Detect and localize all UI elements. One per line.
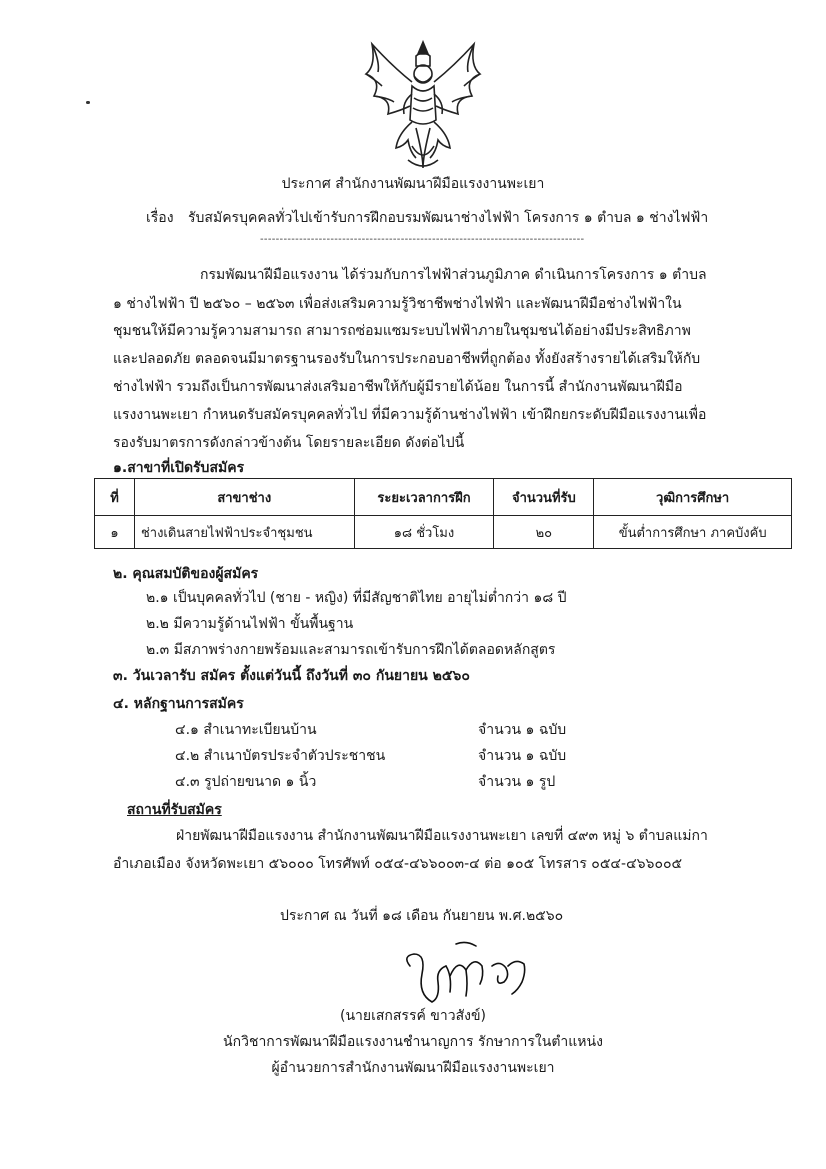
signer-position: ผู้อำนวยการสำนักงานพัฒนาฝีมือแรงงานพะเยา xyxy=(271,1060,555,1076)
section1-heading: ๑.สาขาที่เปิดรับสมัคร xyxy=(113,460,245,476)
qualification-item: ๒.๒ มีความรู้ด้านไฟฟ้า ขั้นพื้นฐาน xyxy=(146,616,354,632)
location-line: ฝ่ายพัฒนาฝีมือแรงงาน สำนักงานพัฒนาฝีมือแรงงานพะเยา เลขที่ ๔๙๓ หมู่ ๖ ตำบลแม่กา xyxy=(176,828,708,844)
header-cell-no: ที่ xyxy=(95,479,135,516)
header-cell-quota: จำนวนที่รับ xyxy=(494,479,594,516)
document-item-name: ๔.๑ สำเนาทะเบียนบ้าน xyxy=(175,722,317,738)
location-heading: สถานที่รับสมัคร xyxy=(127,802,222,818)
section3-heading: ๓. วันเวลารับ สมัคร ตั้งแต่วันนี้ ถึงวันที่ ๓๐ กันยายน ๒๕๖๐ xyxy=(113,668,470,684)
table-row xyxy=(95,516,792,549)
subject-line xyxy=(146,208,708,228)
paragraph-line: รองรับมาตรการดังกล่าวข้างต้น โดยรายละเอียด ดังต่อไปนี้ xyxy=(113,435,465,451)
paragraph-line: และปลอดภัย ตลอดจนมีมาตรฐานรองรับในการประกอบอาชีพที่ถูกต้อง ทั้งยังสร้างรายได้เสริมให้กับ xyxy=(113,351,701,367)
cell-quota: ๒๐ xyxy=(494,516,594,549)
document-item-name: ๔.๒ สำเนาบัตรประจำตัวประชาชน xyxy=(175,748,386,764)
paragraph-line: ๑ ช่างไฟฟ้า ปี ๒๕๖๐ – ๒๕๖๓ เพื่อส่งเสริมความรู้วิชาชีพช่างไฟฟ้า และพัฒนาฝีมือช่างไฟฟ้าใน xyxy=(113,296,682,312)
speck-mark xyxy=(86,101,90,104)
subject-text: รับสมัครบุคคลทั่วไปเข้ารับการฝึกอบรมพัฒนาช่างไฟฟ้า โครงการ ๑ ตำบล ๑ ช่างไฟฟ้า xyxy=(188,210,709,226)
document-item-qty: จำนวน ๑ รูป xyxy=(478,774,556,790)
qualification-item: ๒.๓ มีสภาพร่างกายพร้อมและสามารถเข้ารับการฝึกได้ตลอดหลักสูตร xyxy=(146,642,556,658)
header-cell-branch: สาขาช่าง xyxy=(134,479,354,516)
section2-heading: ๒. คุณสมบัติของผู้สมัคร xyxy=(113,566,259,582)
header-cell-education: วุฒิการศึกษา xyxy=(594,479,792,516)
divider-line: ----------------------------------------------------------------------------------- xyxy=(260,234,585,245)
cell-duration: ๑๘ ชั่วโมง xyxy=(354,516,494,549)
signer-position: นักวิชาการพัฒนาฝีมือแรงงานชำนาญการ รักษาการในตำแหน่ง xyxy=(223,1034,603,1050)
cell-education: ขั้นต่ำการศึกษา ภาคบังคับ xyxy=(594,516,792,549)
paragraph-line: ช่างไฟฟ้า รวมถึงเป็นการพัฒนาส่งเสริมอาชีพให้กับผู้มีรายได้น้อย ในการนี้ สำนักงานพัฒนาฝีมือ xyxy=(113,379,683,395)
garuda-emblem-icon xyxy=(352,36,494,176)
qualification-item: ๒.๑ เป็นบุคคลทั่วไป (ชาย - หญิง) ที่มีสัญชาติไทย อายุไม่ต่ำกว่า ๑๘ ปี xyxy=(146,590,567,606)
document-item-qty: จำนวน ๑ ฉบับ xyxy=(478,722,567,738)
document-item-name: ๔.๓ รูปถ่ายขนาด ๑ นิ้ว xyxy=(175,774,317,790)
cell-branch: ช่างเดินสายไฟฟ้าประจำชุมชน xyxy=(134,516,354,549)
branch-table xyxy=(94,478,792,549)
subject-label: เรื่อง xyxy=(146,210,174,226)
announcement-title: ประกาศ สำนักงานพัฒนาฝีมือแรงงานพะเยา xyxy=(281,176,545,192)
handwritten-signature xyxy=(396,936,546,1010)
announcement-date: ประกาศ ณ วันที่ ๑๘ เดือน กันยายน พ.ศ.๒๕๖๐ xyxy=(280,908,564,924)
signer-name: (นายเสกสรรค์ ขาวสังข์) xyxy=(339,1008,486,1024)
document-item-qty: จำนวน ๑ ฉบับ xyxy=(478,748,567,764)
table-header-row xyxy=(95,479,792,516)
header-cell-duration: ระยะเวลาการฝึก xyxy=(354,479,494,516)
paragraph-line: แรงงานพะเยา กำหนดรับสมัครบุคคลทั่วไป ที่มีความรู้ด้านช่างไฟฟ้า เข้าฝึกยกระดับฝีมือแรงงานเพื่อ xyxy=(113,407,707,423)
cell-no: ๑ xyxy=(95,516,135,549)
paragraph-line: กรมพัฒนาฝีมือแรงงาน ได้ร่วมกับการไฟฟ้าส่วนภูมิภาค ดำเนินการโครงการ ๑ ตำบล xyxy=(200,267,707,283)
section4-heading: ๔. หลักฐานการสมัคร xyxy=(113,696,244,712)
location-line: อำเภอเมือง จังหวัดพะเยา ๕๖๐๐๐ โทรศัพท์ ๐๕๔-๔๖๖๐๐๓-๔ ต่อ ๑๐๕ โทรสาร ๐๕๔-๔๖๖๐๐๕ xyxy=(113,856,683,872)
paragraph-line: ชุมชนให้มีความรู้ความสามารถ สามารถซ่อมแซมระบบไฟฟ้าภายในชุมชนได้อย่างมีประสิทธิภาพ xyxy=(113,323,691,339)
